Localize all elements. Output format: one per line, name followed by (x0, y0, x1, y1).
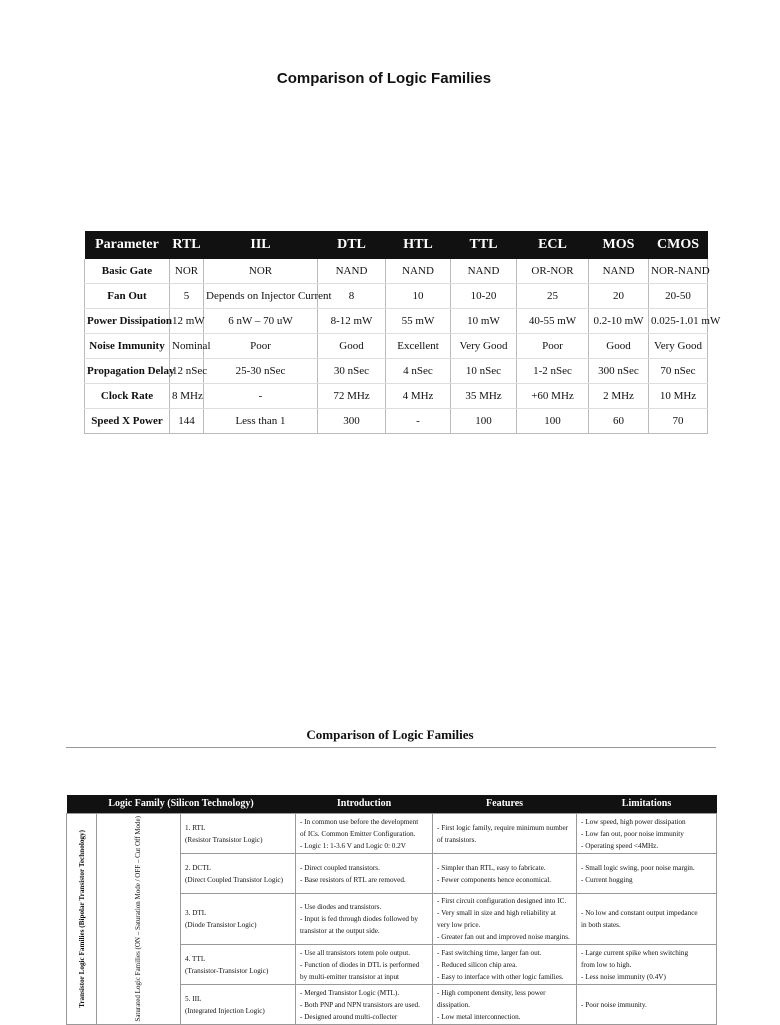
table-row (85, 284, 708, 309)
bullet-line: - Simpler than RTL, easy to fabricate. (437, 863, 546, 872)
table-cell: 70 (649, 409, 708, 434)
bullet-line: - Fast switching time, larger fan out. (437, 948, 542, 957)
features-cell (433, 854, 577, 894)
bullet-line: - First logic family, require minimum number (437, 823, 569, 832)
intro-cell (296, 894, 433, 945)
bullet-line: from low to high. (581, 960, 632, 969)
bullet-line: - Less noise immunity (0.4V) (581, 972, 666, 981)
table-cell: 70 nSec (649, 359, 708, 384)
table-cell: NOR-NAND (649, 259, 708, 284)
column-header: RTL (170, 231, 204, 259)
table-cell: 4 nSec (386, 359, 451, 384)
table-cell: Poor (517, 334, 589, 359)
bullet-line: - Large current spike when switching (581, 948, 689, 957)
family-full-name: (Integrated Injection Logic) (185, 1006, 265, 1015)
table-cell: 4 MHz (386, 384, 451, 409)
header-logic-family: Logic Family (Silicon Technology) (67, 795, 296, 814)
bullet-line: - Current hogging (581, 875, 633, 884)
table-cell: 100 (451, 409, 517, 434)
subgroup-label: Saturated Logic Families (ON – Saturation Mode / OFF – Cut Off Mode) (134, 816, 142, 1022)
bullet-line: - Low fan out, poor noise immunity (581, 829, 684, 838)
bullet-line: - Low speed, high power dissipation (581, 817, 686, 826)
logic-families-description-table (66, 795, 717, 1025)
bullet-line: transistor at the output side. (300, 927, 380, 935)
table-cell: Good (318, 334, 386, 359)
bullet-line: in both states. (581, 921, 621, 929)
family-name: 1. RTL (185, 823, 206, 832)
intro-cell (296, 814, 433, 854)
table-cell: 2 MHz (589, 384, 649, 409)
table-cell: OR-NOR (517, 259, 589, 284)
bullet-line: - Fewer components hence economical. (437, 875, 551, 884)
bullet-line: - Low metal interconnection. (437, 1012, 521, 1021)
table-row (85, 334, 708, 359)
table-cell: 0.2-10 mW (589, 309, 649, 334)
row-header-cell: Fan Out (85, 284, 170, 309)
bullet-line: by multi-emitter transistor at input (300, 972, 400, 981)
table-cell: 144 (170, 409, 204, 434)
features-cell (433, 985, 577, 1025)
bullet-line: - Small logic swing, poor noise margin. (581, 863, 695, 872)
table-cell: 1-2 nSec (517, 359, 589, 384)
section-divider (66, 747, 716, 748)
table-cell: NAND (318, 259, 386, 284)
table-cell: 10 MHz (649, 384, 708, 409)
table-cell: NOR (170, 259, 204, 284)
features-cell (433, 814, 577, 854)
page-title: Comparison of Logic Families (276, 70, 492, 87)
table-cell: 12 nSec (170, 359, 204, 384)
table-cell: 40-55 mW (517, 309, 589, 334)
table-cell: NAND (386, 259, 451, 284)
column-header: IIL (204, 231, 318, 259)
family-full-name: (Transistor-Transistor Logic) (185, 966, 269, 975)
family-full-name: (Direct Coupled Transistor Logic) (185, 875, 284, 884)
table-row (85, 359, 708, 384)
table-cell: 10 nSec (451, 359, 517, 384)
table-row (67, 814, 717, 854)
table-cell: 10 mW (451, 309, 517, 334)
table-cell: Depends on Injector Current (204, 284, 318, 309)
table-cell: 8-12 mW (318, 309, 386, 334)
logic-families-parameter-table (84, 231, 721, 434)
table-header-row (85, 231, 708, 259)
table-cell: 30 nSec (318, 359, 386, 384)
bullet-line: of transistors. (437, 835, 477, 844)
header-features: Features (433, 795, 577, 814)
table-cell: 6 nW – 70 uW (204, 309, 318, 334)
group-label-cell (67, 814, 97, 1025)
table-cell: Good (589, 334, 649, 359)
table-cell: 10 (386, 284, 451, 309)
table-cell: Very Good (649, 334, 708, 359)
family-name: 5. IIL (185, 994, 202, 1003)
table-cell: 5 (170, 284, 204, 309)
bullet-line: of ICs. Common Emitter Configuration. (300, 829, 416, 838)
bullet-line: - Base resistors of RTL are removed. (300, 875, 406, 884)
group-label: Transistor Logic Families (Bipolar Transistor Technology) (77, 830, 86, 1008)
table-row (85, 409, 708, 434)
table-cell: NOR (204, 259, 318, 284)
family-name-cell (181, 985, 296, 1025)
limitations-cell (577, 945, 717, 985)
bullet-line: - Use all transistors totem pole output. (300, 948, 411, 957)
bullet-line: - Function of diodes in DTL is performed (300, 960, 420, 969)
subgroup-label-cell (97, 814, 181, 1025)
table-cell: 300 nSec (589, 359, 649, 384)
row-header-cell: Speed X Power (85, 409, 170, 434)
bullet-line: - No low and constant output impedance (581, 909, 698, 917)
table-cell: Very Good (451, 334, 517, 359)
family-name-cell (181, 894, 296, 945)
table-cell: 8 (318, 284, 386, 309)
bullet-line: - Logic 1: 1-3.6 V and Logic 0: 0.2V (300, 841, 406, 850)
table-cell: 10-20 (451, 284, 517, 309)
table-cell: 12 mW (170, 309, 204, 334)
limitations-cell (577, 814, 717, 854)
bullet-line: - Use diodes and transistors. (300, 903, 382, 911)
limitations-cell (577, 854, 717, 894)
family-name-cell (181, 945, 296, 985)
column-header: CMOS (649, 231, 708, 259)
table-cell: - (204, 384, 318, 409)
table-cell: 25 (517, 284, 589, 309)
table-cell: 20-50 (649, 284, 708, 309)
table-cell: 300 (318, 409, 386, 434)
bullet-line: dissipation. (437, 1000, 470, 1009)
intro-cell (296, 985, 433, 1025)
bullet-line: - Both PNP and NPN transistors are used. (300, 1000, 420, 1009)
column-header: MOS (589, 231, 649, 259)
column-header: DTL (318, 231, 386, 259)
bullet-line: - Merged Transistor Logic (MTL). (300, 988, 400, 997)
bullet-line: - Direct coupled transistors. (300, 863, 380, 872)
limitations-cell (577, 985, 717, 1025)
table-header-row (67, 795, 717, 814)
family-full-name: (Resistor Transistor Logic) (185, 835, 263, 844)
table-cell: 0.025-1.01 mW (649, 309, 708, 334)
bullet-line: - Poor noise immunity. (581, 1000, 647, 1009)
bullet-line: - Input is fed through diodes followed by (300, 915, 419, 923)
column-header: Parameter (85, 231, 170, 259)
row-header-cell: Noise Immunity (85, 334, 170, 359)
column-header: ECL (517, 231, 589, 259)
bullet-line: - Very small in size and high reliability at (437, 909, 556, 917)
table-cell: 100 (517, 409, 589, 434)
row-header-cell: Basic Gate (85, 259, 170, 284)
features-cell (433, 894, 577, 945)
section-title: Comparison of Logic Families (306, 727, 474, 742)
family-name: 2. DCTL (185, 863, 211, 872)
family-name-cell (181, 814, 296, 854)
intro-cell (296, 945, 433, 985)
bullet-line: - First circuit configuration designed into IC. (437, 897, 567, 905)
bullet-line: - Operating speed <4MHz. (581, 841, 659, 850)
table-row (85, 384, 708, 409)
row-header-cell: Clock Rate (85, 384, 170, 409)
table-cell: 35 MHz (451, 384, 517, 409)
table-cell: Excellent (386, 334, 451, 359)
family-full-name: (Diode Transistor Logic) (185, 921, 257, 929)
row-header-cell: Propagation Delay (85, 359, 170, 384)
family-name-cell (181, 854, 296, 894)
table-cell: 72 MHz (318, 384, 386, 409)
row-header-cell: Power Dissipation (85, 309, 170, 334)
table-cell: 60 (589, 409, 649, 434)
table-cell: NAND (589, 259, 649, 284)
limitations-cell (577, 894, 717, 945)
bullet-line: - In common use before the development (300, 817, 419, 826)
table-cell: 55 mW (386, 309, 451, 334)
table-cell: Nominal (170, 334, 204, 359)
column-header: TTL (451, 231, 517, 259)
bullet-line: - Reduced silicon chip area. (437, 960, 518, 969)
bullet-line: - Greater fan out and improved noise margins. (437, 933, 570, 941)
bullet-line: - Designed around multi-collecter (300, 1012, 398, 1021)
bullet-line: - High component density, less power (437, 988, 546, 997)
column-header: HTL (386, 231, 451, 259)
family-name: 4. TTL (185, 954, 206, 963)
intro-cell (296, 854, 433, 894)
table-cell: - (386, 409, 451, 434)
table-row (85, 309, 708, 334)
header-introduction: Introduction (296, 795, 433, 814)
table-cell: 25-30 nSec (204, 359, 318, 384)
table-cell: Poor (204, 334, 318, 359)
table-cell: 8 MHz (170, 384, 204, 409)
bullet-line: very low price. (437, 921, 481, 929)
table-cell: 20 (589, 284, 649, 309)
header-limitations: Limitations (577, 795, 717, 814)
table-cell: +60 MHz (517, 384, 589, 409)
table-cell: NAND (451, 259, 517, 284)
table-cell: Less than 1 (204, 409, 318, 434)
features-cell (433, 945, 577, 985)
table-row (85, 259, 708, 284)
family-name: 3. DTL (185, 909, 207, 917)
bullet-line: - Easy to interface with other logic families. (437, 972, 564, 981)
